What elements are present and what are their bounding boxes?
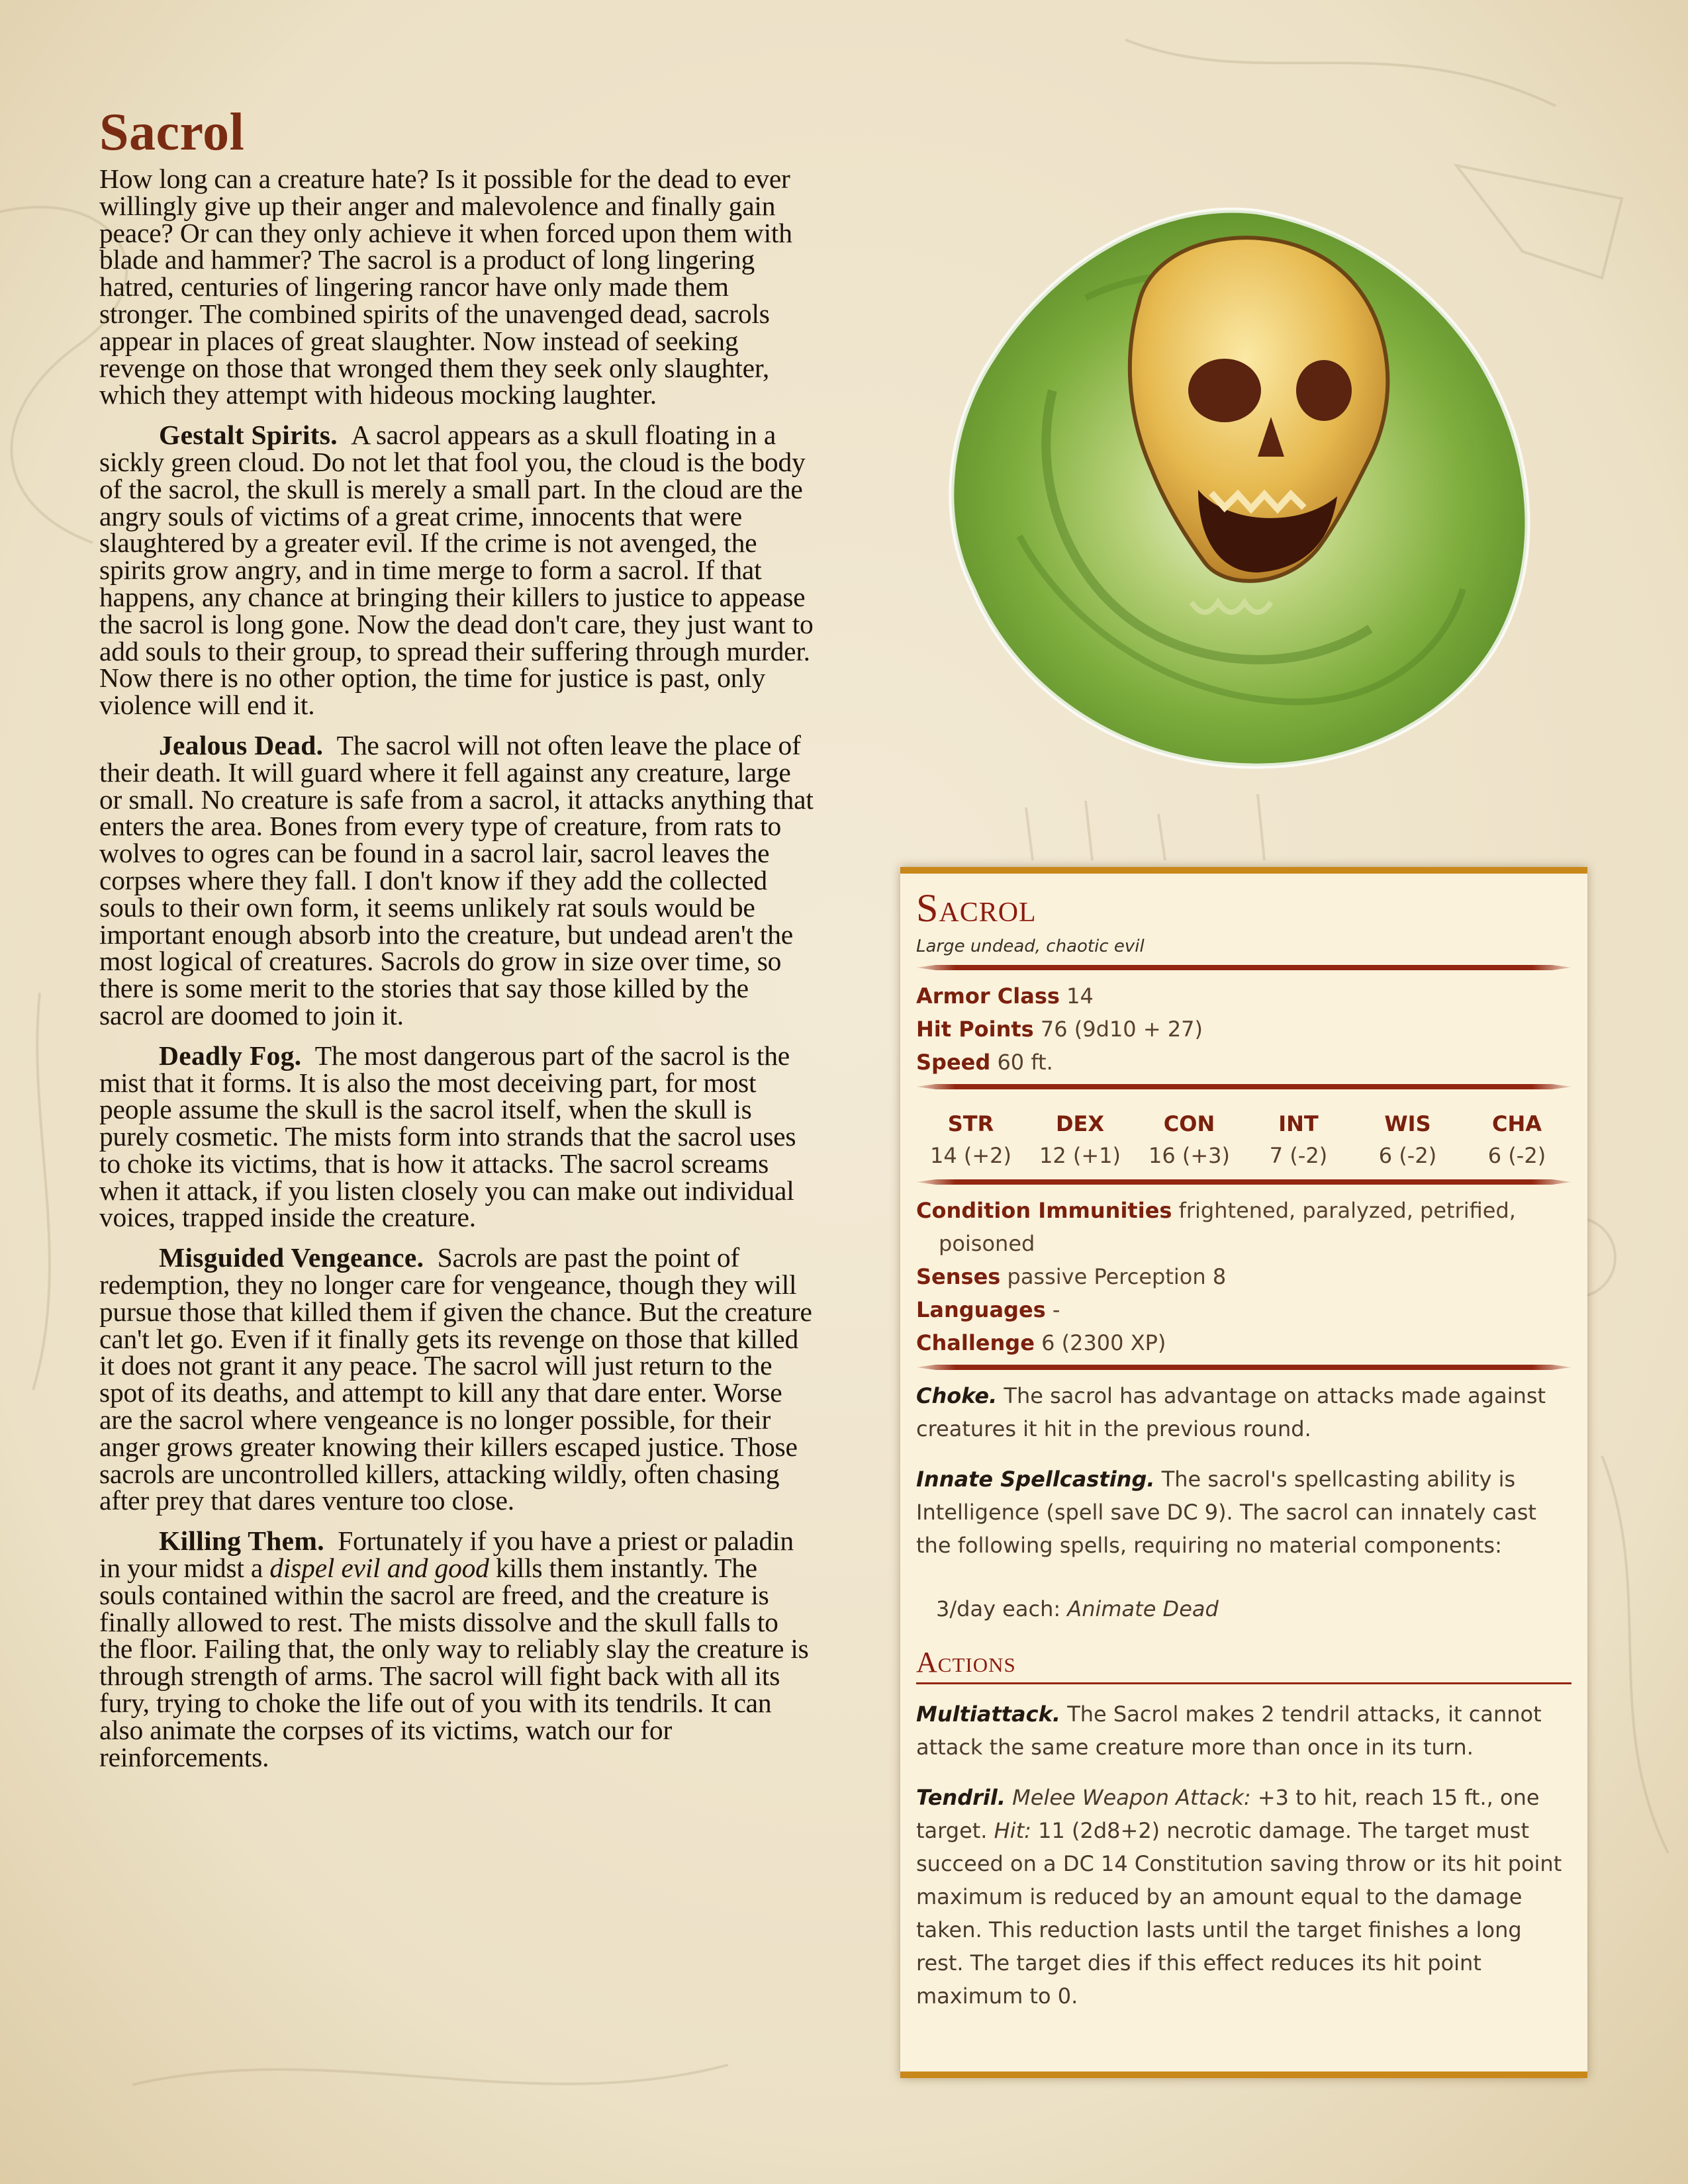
ability-score: 16 (+3) [1148, 1143, 1230, 1168]
ability-cha [1464, 1108, 1569, 1171]
prop-label: Speed [916, 1050, 991, 1075]
section-text: A sacrol appears as a skull floating in a sickly green cloud. Do not let that fool you, the cloud is the body of the sacrol, the skull is merely a small part. In the cloud are the angry souls of victims of a great crime, innocents that were slaughtered by a greater evil. If the crime is not avenged, the spirits grow angry, and in time merge to form a sacrol. If that happens, any chance at bringing their killers to justice to appease the sacrol is long gone. Now the dead don't care, they just want to add souls to their group, to spread their suffering through murder. Now there is no other option, the time for justice is past, only violence will end it. [99, 420, 814, 721]
divider [916, 1365, 1571, 1370]
condition-immunities [916, 1194, 1571, 1260]
skull-in-green-mist-icon [914, 192, 1562, 788]
hit-text: 11 (2d8+2) necrotic damage. The target must succeed on a DC 14 Constitution saving throw or its hit point maximum is reduced by an amount equal to the damage taken. This reduction lasts until the target finishes a long rest. The target dies if this effect reduces its hit point maximum to 0. [916, 1818, 1562, 2009]
section-killing-them [99, 1527, 816, 1770]
monster-type: Large undead, chaotic evil [916, 936, 1145, 956]
ability-name: STR [947, 1111, 994, 1136]
prop-label: Challenge [916, 1330, 1035, 1355]
hit-points [916, 1013, 1571, 1046]
section-text: Sacrols are past the point of redemption, they no longer care for vengeance, though they will pursue those that killed them if given the chance. But the creature can't let go. Even if it finally gets its revenge on those that killed it does not grant it any peace. The sacrol will just return to the spot of its deaths, and attempt to kill any that dare enter. Worse are the sacrol where vengeance is no longer possible, for their anger grows greater knowing their killers escaped justice. Those sacrols are uncontrolled killers, attacking wildly, often chasing after prey that dares venture too close. [99, 1242, 812, 1516]
section-deadly-fog [99, 1042, 816, 1232]
speed [916, 1046, 1571, 1079]
section-text: The sacrol will not often leave the place of their death. It will guard where it fell against any creature, large or small. No creature is safe from a sacrol, it attacks anything that enters the area. Bones from every type of creature, from rats to wolves to ogres can be found in a sacrol lair, sacrol leaves the corpses where they fall. I don't know if they add the collected souls to their own form, it seems unlikely rat souls would be important enough absorb into the creature, but undead aren't the most logical of creatures. Sacrols do grow in size over time, so there is some merit to the stories that say those killed by the sacrol are doomed to join it. [99, 729, 814, 1030]
section-jealous-dead [99, 729, 816, 1030]
section-heading: Gestalt Spirits. [159, 420, 338, 451]
section-misguided-vengeance [99, 1244, 816, 1514]
challenge [916, 1326, 1571, 1359]
ability-wis [1355, 1108, 1460, 1171]
prop-label: Hit Points [916, 1017, 1034, 1042]
prop-value: 6 (2300 XP) [1041, 1330, 1166, 1355]
attack-type: Melee Weapon Attack: [1012, 1785, 1251, 1810]
prop-value: 14 [1066, 983, 1094, 1009]
eye-socket [1188, 359, 1261, 422]
section-heading: Killing Them. [159, 1525, 324, 1557]
prop-value: 60 ft. [997, 1050, 1053, 1075]
spell-names: Animate Dead [1067, 1596, 1219, 1621]
section-text: kills them instantly. The souls contained within the sacrol are freed, and the creature is finally allowed to rest. The mists dissolve and the skull falls to the floor. Failing that, the only way to reliably slay the creature is through strength of arms. The sacrol will fight back with all its fury, trying to choke the life out of you with its tendrils. It can also animate the corpses of its victims, watch our for reinforcements. [99, 1553, 809, 1772]
ability-name: DEX [1055, 1111, 1105, 1136]
attack-text: +3 to hit, reach 15 ft., one target. [916, 1785, 1540, 1843]
intro-paragraph: How long can a creature hate? Is it possible for the dead to ever willingly give up their anger and malevolence and finally gain peace? Or can they only achieve it when forced upon them with blade and hammer? The sacrol is a product of long lingering hatred, centuries of lingering rancor have only made them stronger. The combined spirits of the unavenged dead, sacrols appear in places of great slaughter. Now instead of seeking revenge on those that wronged them they seek only slaughter, which they attempt with hideous mocking laughter. [99, 163, 792, 410]
section-heading: Deadly Fog. [159, 1040, 302, 1071]
action-name: Tendril. [916, 1785, 1006, 1810]
senses [916, 1260, 1571, 1293]
action-text: The Sacrol makes 2 tendril attacks, it cannot attack the same creature more than once in its turn. [916, 1702, 1542, 1760]
ability-score: 12 (+1) [1039, 1143, 1121, 1168]
spell-frequency: 3/day each: [936, 1596, 1061, 1621]
prop-value: passive Perception 8 [1007, 1264, 1227, 1289]
ability-name: CON [1163, 1111, 1215, 1136]
ability-name: INT [1278, 1111, 1319, 1136]
ability-name: WIS [1384, 1111, 1431, 1136]
page-title: Sacrol [99, 103, 245, 161]
section-heading: Jealous Dead. [159, 729, 324, 760]
divider [916, 1084, 1571, 1089]
ability-score: 6 (-2) [1487, 1143, 1546, 1168]
ability-score: 7 (-2) [1269, 1143, 1328, 1168]
actions-heading: Actions [916, 1643, 1571, 1684]
ability-scores [916, 1099, 1571, 1174]
section-text: The most dangerous part of the sacrol is the mist that it forms. It is also the most deceiving part, for most people assume the skull is the sacrol itself, when the skull is purely cosmetic. The mists form into strands that the sacrol uses to choke its victims, that is how it attacks. The sacrol screams when it attack, if you listen closely you can make out individual voices, trapped inside the creature. [99, 1040, 796, 1233]
divider [916, 1179, 1571, 1185]
article-column [99, 99, 816, 1784]
divider [916, 965, 1571, 970]
prop-value: 76 (9d10 + 27) [1040, 1017, 1203, 1042]
section-gestalt-spirits [99, 422, 816, 719]
spell-name: dispel evil and good [269, 1553, 489, 1584]
languages [916, 1293, 1571, 1326]
action-name: Multiattack. [916, 1702, 1061, 1727]
prop-label: Senses [916, 1264, 1001, 1289]
prop-label: Languages [916, 1297, 1046, 1322]
action-tendril [916, 1781, 1571, 2013]
trait-name: Choke. [916, 1383, 998, 1408]
armor-class [916, 979, 1571, 1013]
ability-score: 14 (+2) [929, 1143, 1011, 1168]
prop-value: - [1052, 1297, 1060, 1322]
trait-text: The sacrol has advantage on attacks made against creatures it hit in the previous round. [916, 1383, 1546, 1441]
ability-dex [1027, 1108, 1132, 1171]
ability-name: CHA [1491, 1111, 1542, 1136]
prop-value: frightened, paralyzed, petrified, poisoned [939, 1198, 1516, 1256]
action-multiattack [916, 1698, 1571, 1764]
prop-label: Armor Class [916, 983, 1060, 1009]
ability-score: 6 (-2) [1378, 1143, 1437, 1168]
eye-socket [1296, 360, 1352, 421]
trait-text: The sacrol's spellcasting ability is Intelligence (spell save DC 9). The sacrol can innately cast the following spells, requiring no material components: [916, 1467, 1536, 1558]
trait-choke [916, 1379, 1571, 1445]
trait-name: Innate Spellcasting. [916, 1467, 1155, 1492]
ability-con [1137, 1108, 1241, 1171]
ability-int [1246, 1108, 1350, 1171]
section-text: Fortunately if you have a priest or paladin in your midst a [99, 1525, 794, 1584]
stat-block [900, 867, 1587, 2078]
hit-label: Hit: [994, 1818, 1031, 1843]
spell-list [936, 1592, 1571, 1625]
ability-str [918, 1108, 1023, 1171]
monster-name: Sacrol [916, 886, 1037, 930]
trait-innate-spellcasting [916, 1463, 1571, 1562]
section-heading: Misguided Vengeance. [159, 1242, 424, 1273]
prop-label: Condition Immunities [916, 1198, 1172, 1223]
